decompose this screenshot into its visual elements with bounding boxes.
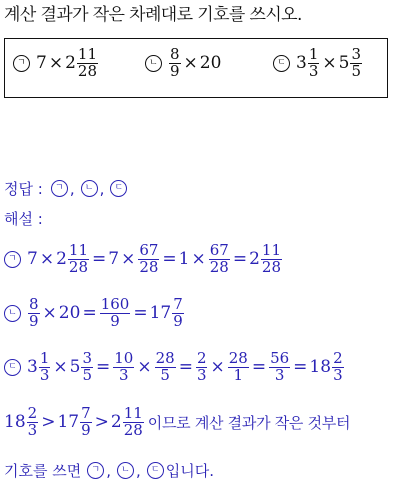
line1-mark-icon: ㄱ: [4, 251, 21, 268]
question-box: [4, 38, 388, 98]
explanation-line-2: ㄴ $\frac{8}{9}$ × 20 = $\frac{160}{9}$ = 17 $\frac{7}{9}$: [4, 297, 185, 330]
line5-mark-c-icon: ㄷ: [147, 462, 164, 479]
line5-mark-a-icon: ㄱ: [87, 462, 104, 479]
explanation-line-5: 기호를 쓰면 ㄱ , ㄴ , ㄷ 입니다.: [4, 461, 215, 480]
item-a: [13, 47, 99, 80]
answer-mark-b-icon: ㄴ: [81, 180, 98, 197]
item-c-frac1: $\frac{1}{3}$: [308, 45, 319, 80]
item-a-frac: $\frac{11}{28}$: [77, 45, 97, 80]
mark-a-icon: ㄱ: [13, 55, 30, 72]
item-b-op: ×: [183, 53, 198, 74]
line3-mark-icon: ㄷ: [4, 359, 21, 376]
explanation-label: 해설 :: [4, 210, 43, 228]
item-b: [145, 47, 221, 80]
explanation-line-3: ㄷ 3 $\frac{1}{3}$ × 5 $\frac{3}{5}$ = $\frac{10}{3}$ × $\frac{28}{5}$ = $\frac{2}{3}$ × $\frac{28}{1}$ = $\frac{56}{3}$ = 18 $\frac{2}{3}$: [4, 351, 345, 384]
question-text: 계산 결과가 작은 차례대로 기호를 쓰시오.: [4, 5, 302, 25]
line5-mark-b-icon: ㄴ: [117, 462, 134, 479]
answer-mark-c-icon: ㄷ: [110, 180, 127, 197]
answer-label: 정답 :: [4, 180, 43, 198]
item-c: [273, 47, 363, 80]
mark-b-icon: ㄴ: [145, 55, 162, 72]
item-c-op: ×: [322, 53, 337, 74]
answer-line: 정답 : ㄱ , ㄴ , ㄷ: [4, 178, 133, 199]
explanation-line-4: 18 $\frac{2}{3}$ > 17 $\frac{7}{9}$ > 2 $\frac{11}{28}$ 이므로 계산 결과가 작은 것부터: [4, 404, 351, 439]
item-b-whole: 20: [199, 53, 222, 74]
item-a-whole: 7: [36, 53, 47, 74]
item-c-w1: 3: [296, 53, 307, 74]
line2-mark-icon: ㄴ: [4, 305, 21, 322]
answer-mark-a-icon: ㄱ: [51, 180, 68, 197]
mark-c-icon: ㄷ: [273, 55, 290, 72]
item-a-op: ×: [48, 53, 64, 74]
item-b-frac: $\frac{8}{9}$: [170, 45, 180, 80]
item-c-frac2: $\frac{3}{5}$: [351, 45, 361, 80]
item-a-mixed-whole: 2: [65, 53, 76, 74]
item-c-w2: 5: [338, 53, 350, 74]
explanation-line-1: ㄱ 7 × 2 $\frac{11}{28}$ = 7 × $\frac{67}{28}$ = 1 × $\frac{67}{28}$ = 2 $\frac{11}{28}$: [4, 243, 283, 276]
